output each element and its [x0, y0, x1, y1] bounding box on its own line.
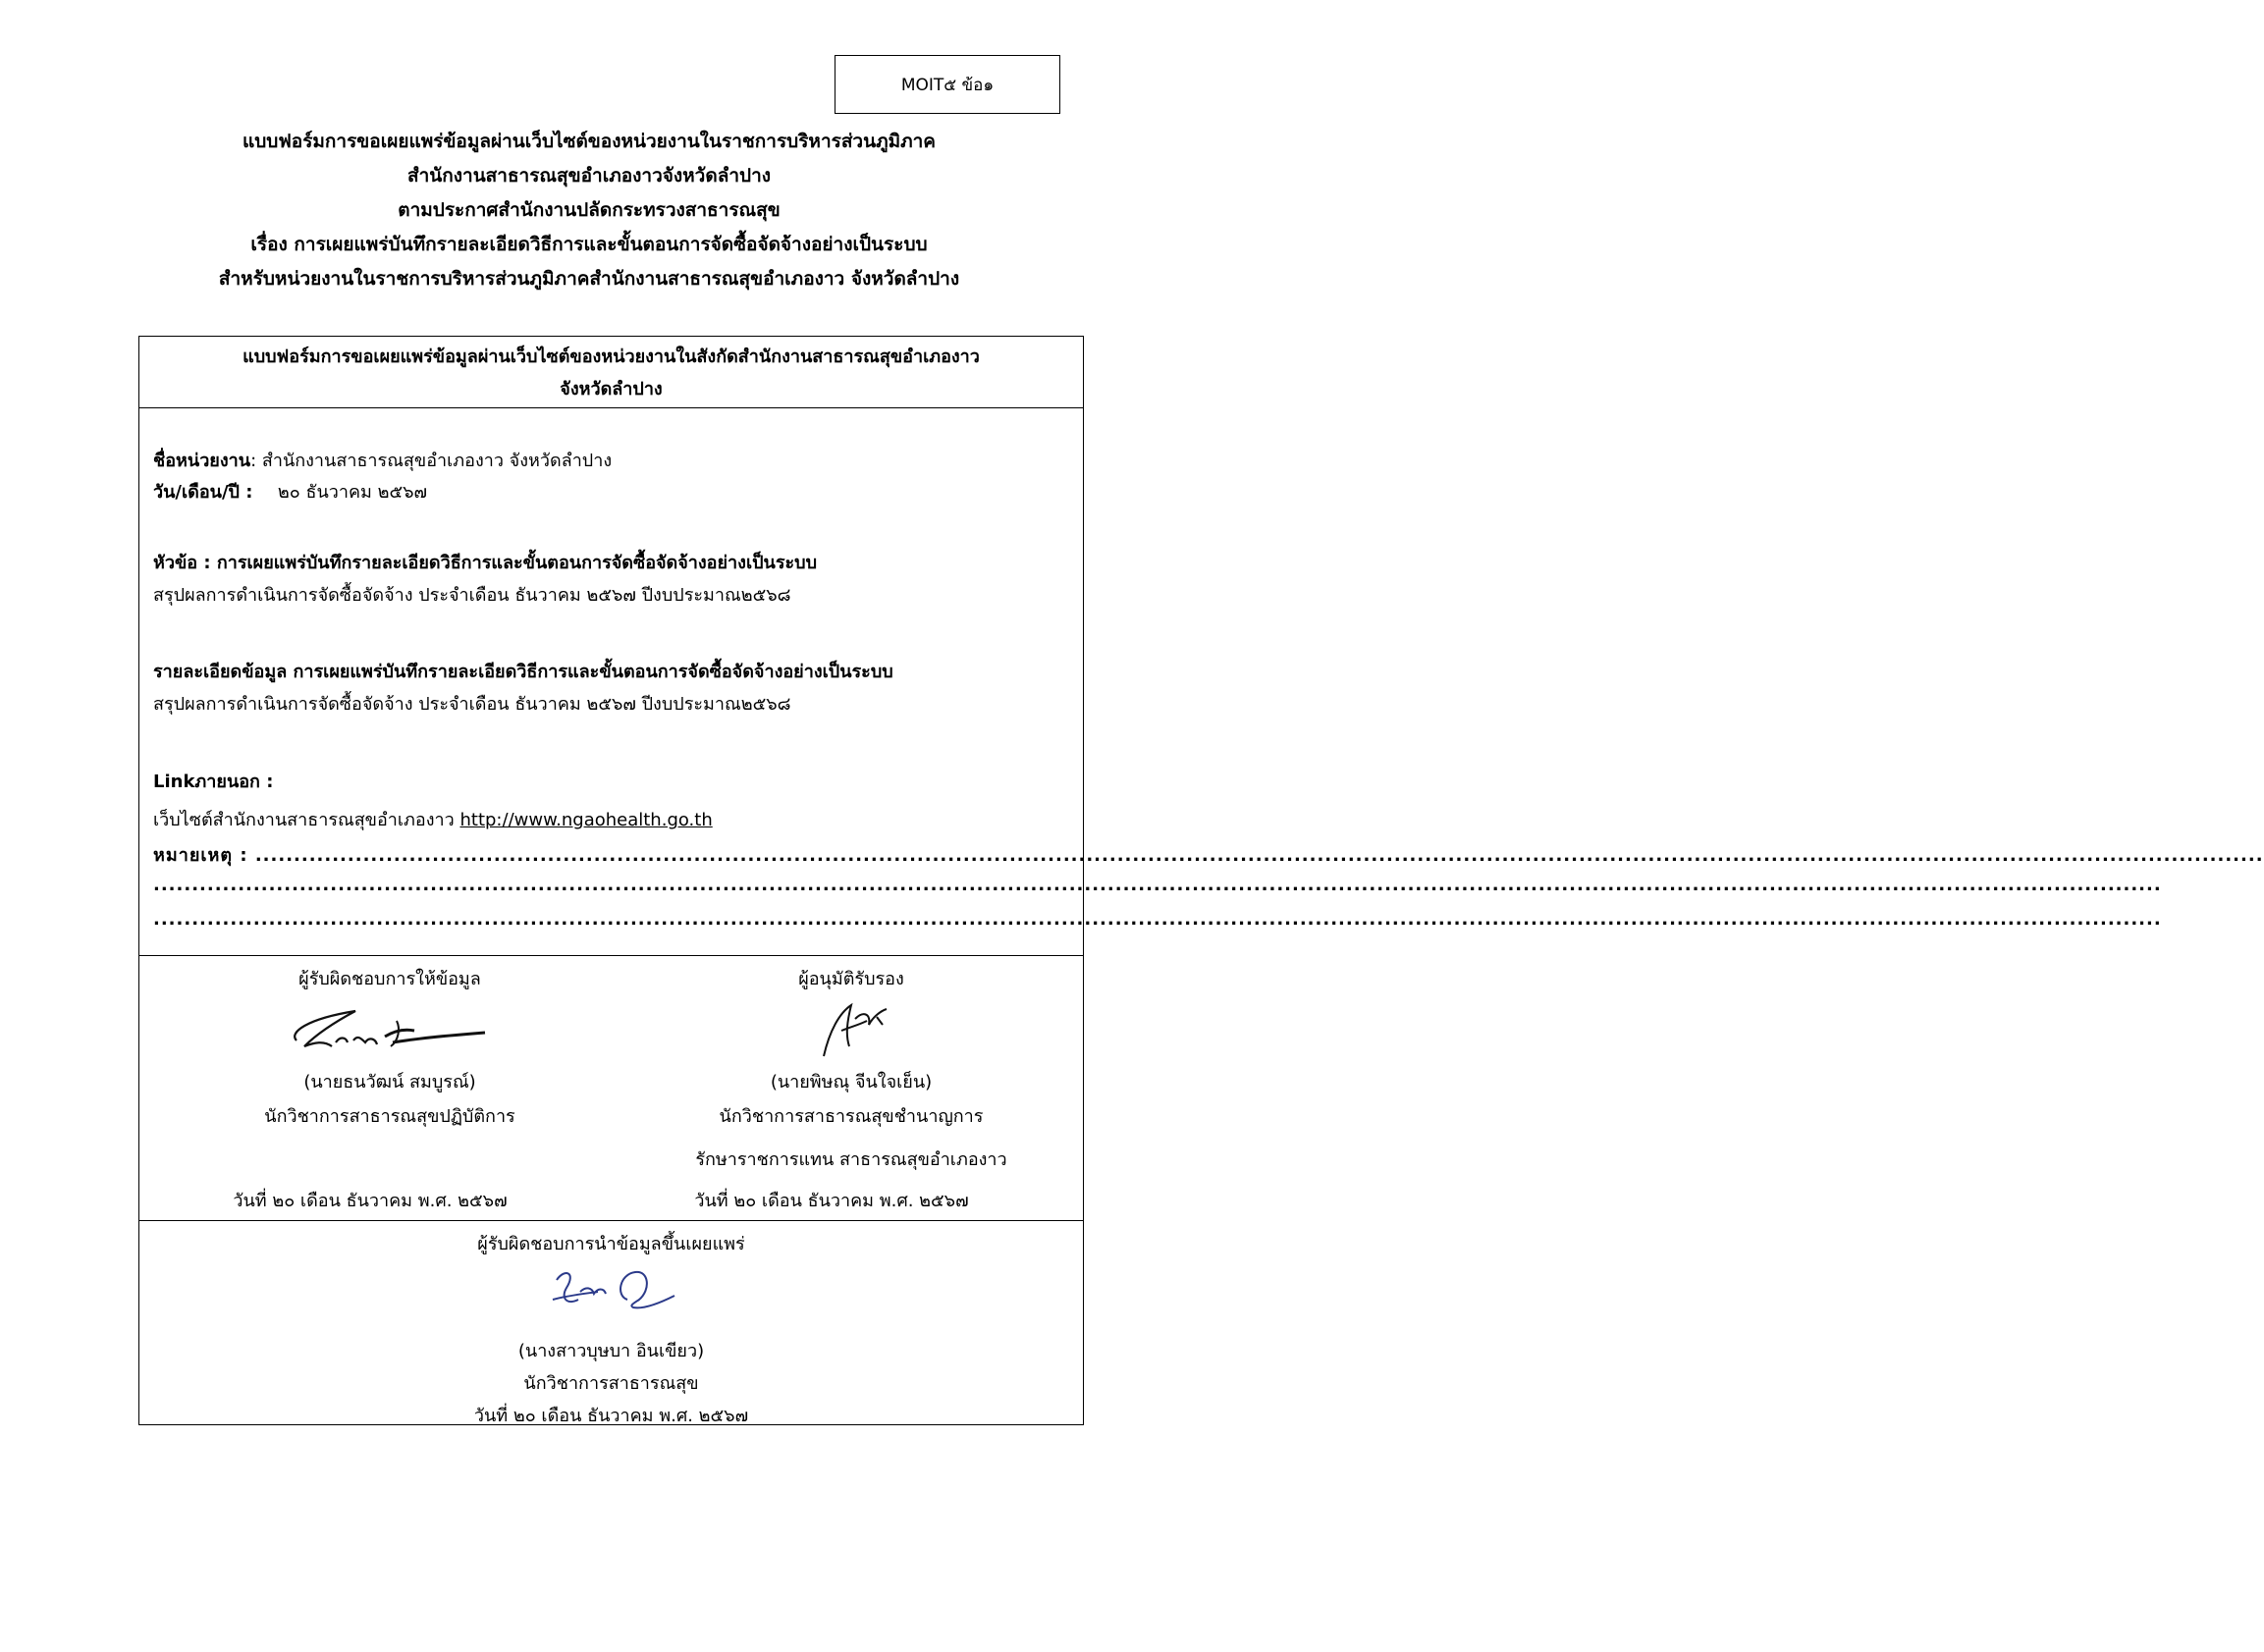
- detail-label: รายละเอียดข้อมูล การเผยแพร่บันทึกรายละเอียดวิธีการและขั้นตอนการจัดซื้อจัดจ้างอย่างเป็นระบบ: [153, 662, 893, 682]
- topic-label: หัวข้อ : การเผยแพร่บันทึกรายละเอียดวิธีการและขั้นตอนการจัดซื้อจัดจ้างอย่างเป็นระบบ: [153, 553, 818, 573]
- publisher-name: (นางสาวบุษบา อินเขียว): [517, 1341, 705, 1361]
- date-row: [153, 477, 427, 506]
- informant-position: นักวิชาการสาธารณสุขปฏิบัติการ: [264, 1106, 515, 1127]
- website-prefix: เว็บไซต์สำนักงานสาธารณสุขอำเภองาว: [153, 810, 455, 830]
- form-header-line-2: จังหวัดลำปาง: [560, 379, 663, 400]
- title-line-5: สำหรับหน่วยงานในราชการบริหารส่วนภูมิภาคสำนักงานสาธารณสุขอำเภองาว จังหวัดลำปาง: [218, 268, 960, 290]
- detail-value: สรุปผลการดำเนินการจัดซื้อจัดจ้าง ประจำเดือน ธันวาคม ๒๕๖๗ ปีงบประมาณ๒๕๖๘: [153, 694, 791, 715]
- document-code: MOIT๕ ข้อ๑: [900, 75, 995, 95]
- publisher-date: วันที่ ๒๐ เดือน ธันวาคม พ.ศ. ๒๕๖๗: [473, 1406, 749, 1426]
- approval-signatures: [139, 955, 1083, 1221]
- remark-dots-2: .....................................................................................................................................................................................................................................................................: [153, 875, 2162, 895]
- form-header: [139, 337, 1083, 408]
- title-line-3: ตามประกาศสำนักงานปลัดกระทรวงสาธารณสุข: [398, 199, 781, 221]
- informant-date: วันที่ ๒๐ เดือน ธันวาคม พ.ศ. ๒๕๖๗: [233, 1191, 508, 1211]
- approver-name: (นายพิษณุ จีนใจเย็น): [770, 1072, 933, 1092]
- approver-signature-image: [812, 991, 900, 1062]
- document-code-box: [835, 55, 1060, 114]
- title-line-4: เรื่อง การเผยแพร่บันทึกรายละเอียดวิธีการและขั้นตอนการจัดซื้อจัดจ้างอย่างเป็นระบบ: [250, 234, 928, 255]
- informant-signature-block: [198, 956, 581, 1222]
- form-header-line-1: แบบฟอร์มการขอเผยแพร่ข้อมูลผ่านเว็บไซต์ของหน่วยงานในสังกัดสำนักงานสาธารณสุขอำเภองาว: [243, 346, 980, 367]
- approver-position: นักวิชาการสาธารณสุขชำนาญการ: [719, 1106, 984, 1127]
- date-label: วัน/เดือน/ปี :: [153, 482, 253, 503]
- informant-role: ผู้รับผิดชอบการให้ข้อมูล: [298, 969, 481, 989]
- title-line-2: สำนักงานสาธารณสุขอำเภองาวจังหวัดลำปาง: [406, 165, 772, 187]
- remark-dots-3: .....................................................................................................................................................................................................................................................................: [153, 909, 2162, 930]
- form-body: [153, 408, 2264, 930]
- website-row: [153, 805, 713, 833]
- request-form: [138, 336, 2264, 1426]
- agency-label: ชื่อหน่วยงาน: [153, 451, 251, 471]
- topic-value: สรุปผลการดำเนินการจัดซื้อจัดจ้าง ประจำเดือน ธันวาคม ๒๕๖๗ ปีงบประมาณ๒๕๖๘: [153, 585, 791, 606]
- website-link[interactable]: http://www.ngaohealth.go.th: [459, 810, 713, 830]
- informant-signature-image: [267, 991, 493, 1060]
- publisher-signature-image: [537, 1260, 694, 1329]
- title-line-1: แบบฟอร์มการขอเผยแพร่ข้อมูลผ่านเว็บไซต์ของหน่วยงานในราชการบริหารส่วนภูมิภาค: [242, 131, 937, 152]
- approver-date: วันที่ ๒๐ เดือน ธันวาคม พ.ศ. ๒๕๖๗: [694, 1191, 969, 1211]
- external-link-label: Linkภายนอก :: [153, 772, 274, 792]
- remark-row: [153, 840, 2264, 869]
- approver-acting-role: รักษาราชการแทน สาธารณสุขอำเภองาว: [695, 1149, 1007, 1170]
- publisher-position: นักวิชาการสาธารณสุข: [523, 1373, 699, 1394]
- document-title: [98, 125, 1080, 296]
- informant-name: (นายธนวัฒน์ สมบูรณ์): [303, 1072, 476, 1092]
- agency-value: : สำนักงานสาธารณสุขอำเภองาว จังหวัดลำปาง: [250, 451, 613, 471]
- date-value: ๒๐ ธันวาคม ๒๕๖๗: [277, 482, 428, 503]
- approver-signature-block: [650, 956, 1052, 1222]
- approver-role: ผู้อนุมัติรับรอง: [798, 969, 904, 989]
- publisher-role: ผู้รับผิดชอบการนำข้อมูลขึ้นเผยแพร่: [477, 1234, 745, 1254]
- remark-dots-1: .....................................................................................................................................................................................................................................................................: [254, 845, 2264, 866]
- remark-label: หมายเหตุ :: [153, 845, 248, 866]
- agency-row: [153, 446, 612, 474]
- publisher-signature-block: [139, 1221, 1083, 1424]
